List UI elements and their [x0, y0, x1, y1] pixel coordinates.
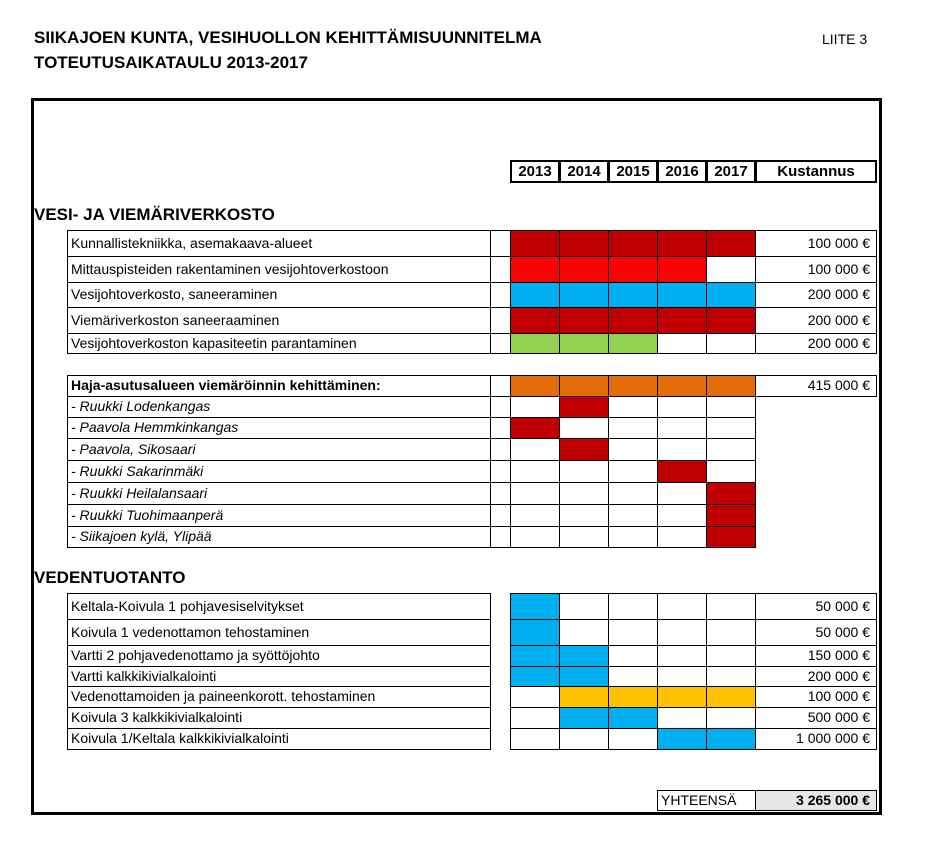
schedule-cell-2014	[559, 707, 609, 729]
gap-cell	[490, 482, 511, 505]
schedule-cell-2014	[559, 686, 609, 708]
schedule-cell-2013	[510, 645, 560, 667]
production-row-label: Koivula 1/Keltala kalkkikivialkalointi	[67, 728, 491, 750]
schedule-cell-2015	[608, 666, 658, 687]
schedule-cell-2017	[706, 728, 756, 750]
schedule-cell-2016	[657, 707, 707, 729]
rural-row-label: - Ruukki Tuohimaanperä	[67, 504, 491, 527]
production-row-label: Vartti 2 pohjavedenottamo ja syöttöjohto	[67, 645, 491, 667]
schedule-cell-2013	[510, 460, 560, 483]
schedule-cell-2014	[559, 375, 609, 397]
schedule-cell-2016	[657, 526, 707, 548]
document-title: SIIKAJOEN KUNTA, VESIHUOLLON KEHITTÄMISUUNNITELMA	[34, 28, 542, 47]
schedule-cell-2013	[510, 396, 560, 418]
schedule-cell-2013	[510, 504, 560, 527]
gap-cell	[490, 417, 511, 439]
cost-cell: 50 000 €	[755, 593, 877, 620]
gap-cell	[490, 526, 511, 548]
schedule-cell-2017	[706, 593, 756, 620]
schedule-cell-2013	[510, 593, 560, 620]
gap-cell	[490, 396, 511, 418]
schedule-cell-2016	[657, 230, 707, 257]
schedule-cell-2015	[608, 307, 658, 334]
gap-cell	[490, 333, 511, 354]
schedule-cell-2015	[608, 256, 658, 283]
schedule-cell-2017	[706, 526, 756, 548]
schedule-cell-2013	[510, 482, 560, 505]
schedule-cell-2015	[608, 504, 658, 527]
schedule-cell-2015	[608, 333, 658, 354]
schedule-cell-2016	[657, 666, 707, 687]
schedule-cell-2014	[559, 504, 609, 527]
schedule-cell-2014	[559, 593, 609, 620]
schedule-cell-2013	[510, 686, 560, 708]
schedule-cell-2016	[657, 504, 707, 527]
schedule-cell-2015	[608, 417, 658, 439]
rural-row-label: - Paavola, Sikosaari	[67, 438, 491, 461]
cost-cell: 500 000 €	[755, 707, 877, 729]
cost-cell: 1 000 000 €	[755, 728, 877, 750]
schedule-cell-2016	[657, 460, 707, 483]
gap-cell	[490, 307, 511, 334]
schedule-cell-2016	[657, 645, 707, 667]
schedule-cell-2015	[608, 728, 658, 750]
production-row-label: Vedenottamoiden ja paineenkorott. tehostaminen	[67, 686, 491, 708]
schedule-cell-2015	[608, 438, 658, 461]
schedule-cell-2017	[706, 282, 756, 308]
gap-cell	[490, 230, 511, 257]
schedule-cell-2017	[706, 333, 756, 354]
schedule-cell-2013	[510, 417, 560, 439]
production-row-label: Koivula 1 vedenottamon tehostaminen	[67, 619, 491, 646]
cost-cell: 100 000 €	[755, 686, 877, 708]
schedule-cell-2013	[510, 282, 560, 308]
schedule-cell-2013	[510, 619, 560, 646]
cost-cell: 200 000 €	[755, 666, 877, 687]
schedule-cell-2013	[510, 666, 560, 687]
schedule-cell-2015	[608, 593, 658, 620]
cost-header: Kustannus	[755, 160, 877, 183]
schedule-cell-2014	[559, 230, 609, 257]
schedule-cell-2017	[706, 438, 756, 461]
rural-section-heading: Haja-asutusalueen viemäröinnin kehittäminen:	[67, 375, 491, 397]
network-row-label: Vesijohtoverkoston kapasiteetin parantaminen	[67, 333, 491, 354]
schedule-cell-2013	[510, 707, 560, 729]
network-row-label: Viemäriverkoston saneeraaminen	[67, 307, 491, 334]
cost-cell: 200 000 €	[755, 333, 877, 354]
year-header-2017: 2017	[706, 160, 756, 183]
rural-row-label: - Paavola Hemmkinkangas	[67, 417, 491, 439]
schedule-cell-2014	[559, 256, 609, 283]
schedule-cell-2015	[608, 460, 658, 483]
schedule-cell-2013	[510, 728, 560, 750]
schedule-cell-2015	[608, 707, 658, 729]
schedule-cell-2014	[559, 526, 609, 548]
schedule-cell-2016	[657, 417, 707, 439]
schedule-cell-2014	[559, 460, 609, 483]
schedule-cell-2013	[510, 526, 560, 548]
rural-row-label: - Ruukki Sakarinmäki	[67, 460, 491, 483]
document-subtitle: TOTEUTUSAIKATAULU 2013-2017	[34, 53, 308, 72]
gap-cell	[490, 282, 511, 308]
schedule-cell-2017	[706, 707, 756, 729]
schedule-cell-2017	[706, 645, 756, 667]
schedule-cell-2016	[657, 686, 707, 708]
schedule-cell-2015	[608, 230, 658, 257]
schedule-cell-2016	[657, 375, 707, 397]
section-title-production: VEDENTUOTANTO	[34, 568, 186, 587]
cost-cell: 100 000 €	[755, 230, 877, 257]
schedule-cell-2017	[706, 375, 756, 397]
rural-row-label: - Ruukki Lodenkangas	[67, 396, 491, 418]
schedule-cell-2017	[706, 256, 756, 283]
total-label: YHTEENSÄ	[657, 790, 756, 811]
schedule-cell-2013	[510, 307, 560, 334]
rural-row-label: - Siikajoen kylä, Ylipää	[67, 526, 491, 548]
rural-row-label: - Ruukki Heilalansaari	[67, 482, 491, 505]
schedule-cell-2016	[657, 256, 707, 283]
schedule-cell-2015	[608, 282, 658, 308]
schedule-cell-2015	[608, 526, 658, 548]
cost-cell: 200 000 €	[755, 282, 877, 308]
network-row-label: Vesijohtoverkosto, saneeraminen	[67, 282, 491, 308]
year-header-2014: 2014	[559, 160, 609, 183]
schedule-cell-2017	[706, 417, 756, 439]
schedule-cell-2013	[510, 438, 560, 461]
cost-cell: 50 000 €	[755, 619, 877, 646]
schedule-cell-2014	[559, 438, 609, 461]
schedule-cell-2016	[657, 282, 707, 308]
schedule-cell-2017	[706, 482, 756, 505]
schedule-cell-2014	[559, 666, 609, 687]
schedule-cell-2015	[608, 619, 658, 646]
schedule-cell-2017	[706, 460, 756, 483]
network-row-label: Mittauspisteiden rakentaminen vesijohtoverkostoon	[67, 256, 491, 283]
schedule-cell-2016	[657, 728, 707, 750]
schedule-cell-2016	[657, 307, 707, 334]
schedule-cell-2013	[510, 333, 560, 354]
year-header-2016: 2016	[657, 160, 707, 183]
schedule-cell-2017	[706, 307, 756, 334]
cost-cell: 200 000 €	[755, 307, 877, 334]
schedule-cell-2017	[706, 504, 756, 527]
schedule-cell-2013	[510, 375, 560, 397]
schedule-cell-2016	[657, 619, 707, 646]
schedule-cell-2013	[510, 230, 560, 257]
schedule-cell-2017	[706, 686, 756, 708]
schedule-cell-2017	[706, 230, 756, 257]
schedule-cell-2014	[559, 619, 609, 646]
total-value: 3 265 000 €	[755, 790, 877, 811]
cost-cell: 100 000 €	[755, 256, 877, 283]
gap-cell	[490, 438, 511, 461]
schedule-cell-2015	[608, 645, 658, 667]
schedule-cell-2017	[706, 396, 756, 418]
gap-cell	[490, 256, 511, 283]
schedule-cell-2015	[608, 375, 658, 397]
schedule-cell-2013	[510, 256, 560, 283]
schedule-cell-2017	[706, 619, 756, 646]
schedule-cell-2016	[657, 438, 707, 461]
schedule-cell-2016	[657, 593, 707, 620]
schedule-cell-2015	[608, 686, 658, 708]
cost-cell: 150 000 €	[755, 645, 877, 667]
schedule-cell-2016	[657, 333, 707, 354]
schedule-cell-2014	[559, 482, 609, 505]
production-row-label: Koivula 3 kalkkikivialkalointi	[67, 707, 491, 729]
production-row-label: Vartti kalkkikivialkalointi	[67, 666, 491, 687]
schedule-cell-2014	[559, 333, 609, 354]
schedule-cell-2014	[559, 307, 609, 334]
schedule-cell-2015	[608, 396, 658, 418]
schedule-cell-2014	[559, 728, 609, 750]
schedule-cell-2014	[559, 417, 609, 439]
schedule-cell-2016	[657, 396, 707, 418]
year-header-2013: 2013	[510, 160, 560, 183]
gap-cell	[490, 460, 511, 483]
year-header-2015: 2015	[608, 160, 658, 183]
section-title-network: VESI- JA VIEMÄRIVERKOSTO	[34, 205, 275, 224]
schedule-cell-2014	[559, 645, 609, 667]
schedule-cell-2016	[657, 482, 707, 505]
production-row-label: Keltala-Koivula 1 pohjavesiselvitykset	[67, 593, 491, 620]
schedule-cell-2015	[608, 482, 658, 505]
schedule-cell-2014	[559, 282, 609, 308]
schedule-cell-2014	[559, 396, 609, 418]
network-row-label: Kunnallistekniikka, asemakaava-alueet	[67, 230, 491, 257]
schedule-cell-2017	[706, 666, 756, 687]
gap-cell	[490, 375, 511, 397]
cost-cell: 415 000 €	[755, 375, 877, 397]
appendix-label: LIITE 3	[822, 31, 868, 47]
gap-cell	[490, 504, 511, 527]
